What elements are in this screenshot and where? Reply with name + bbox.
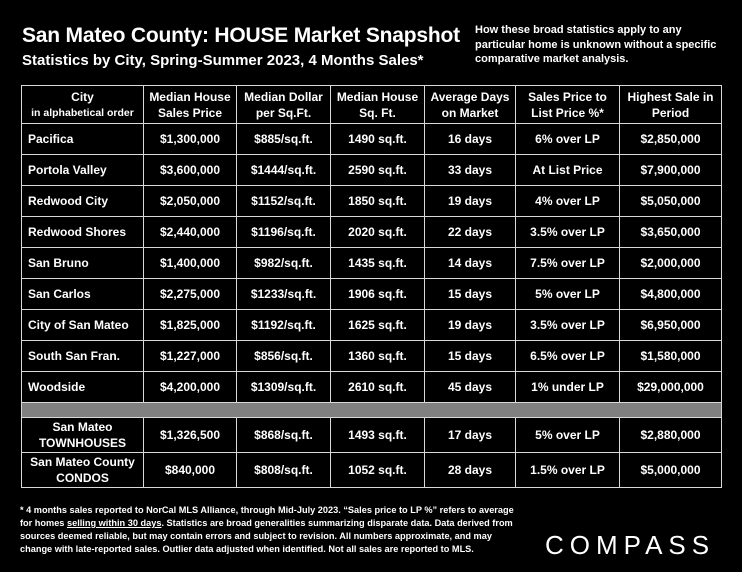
cell-city: Woodside bbox=[22, 372, 144, 403]
cell-city: South San Fran. bbox=[22, 341, 144, 372]
cell-dollar: $856/sq.ft. bbox=[237, 341, 331, 372]
cell-price: $1,227,000 bbox=[144, 341, 237, 372]
table-row bbox=[22, 341, 722, 372]
cell-ratio: 1.5% over LP bbox=[516, 453, 620, 488]
cell-days: 16 days bbox=[425, 124, 516, 155]
cell-city: San Carlos bbox=[22, 279, 144, 310]
cell-ratio: 6.5% over LP bbox=[516, 341, 620, 372]
cell-days: 45 days bbox=[425, 372, 516, 403]
header-sqft-l1: Median House bbox=[336, 89, 419, 104]
header-high-l1: Highest Sale in bbox=[627, 89, 714, 104]
table-row bbox=[22, 248, 722, 279]
cell-price: $2,050,000 bbox=[144, 186, 237, 217]
separator-row bbox=[22, 403, 722, 418]
cell-days: 15 days bbox=[425, 279, 516, 310]
cell-price: $3,600,000 bbox=[144, 155, 237, 186]
table-row bbox=[22, 279, 722, 310]
cell-ratio: 1% under LP bbox=[516, 372, 620, 403]
cell-price: $1,825,000 bbox=[144, 310, 237, 341]
cell-dollar: $885/sq.ft. bbox=[237, 124, 331, 155]
cell-dollar: $1444/sq.ft. bbox=[237, 155, 331, 186]
cell-sqft: 1850 sq.ft. bbox=[331, 186, 425, 217]
cell-city bbox=[22, 453, 144, 488]
separator-cell bbox=[22, 403, 722, 418]
cell-city: City of San Mateo bbox=[22, 310, 144, 341]
cell-price: $4,200,000 bbox=[144, 372, 237, 403]
cell-ratio: 5% over LP bbox=[516, 279, 620, 310]
cell-high: $2,850,000 bbox=[620, 124, 722, 155]
header-days bbox=[425, 86, 516, 124]
header-ratio-l2: List Price %* bbox=[531, 105, 604, 120]
header-city-sub: in alphabetical order bbox=[31, 106, 134, 119]
header-price bbox=[144, 86, 237, 124]
header-sqft bbox=[331, 86, 425, 124]
cell-city bbox=[22, 418, 144, 453]
cell-ratio: 7.5% over LP bbox=[516, 248, 620, 279]
cell-price: $840,000 bbox=[144, 453, 237, 488]
cell-days: 17 days bbox=[425, 418, 516, 453]
page-title: San Mateo County: HOUSE Market Snapshot bbox=[22, 24, 460, 47]
cell-days: 14 days bbox=[425, 248, 516, 279]
table-row-extra bbox=[22, 453, 722, 488]
cell-high: $3,650,000 bbox=[620, 217, 722, 248]
header-price-l2: Sales Price bbox=[157, 105, 223, 120]
market-table bbox=[21, 85, 722, 488]
cell-city: Portola Valley bbox=[22, 155, 144, 186]
table-row bbox=[22, 217, 722, 248]
header-price-l1: Median House bbox=[149, 89, 231, 104]
cell-high: $2,880,000 bbox=[620, 418, 722, 453]
cell-dollar: $808/sq.ft. bbox=[237, 453, 331, 488]
header-ratio-l1: Sales Price to bbox=[528, 89, 607, 104]
compass-logo: COMPASS bbox=[545, 530, 716, 560]
cell-days: 19 days bbox=[425, 186, 516, 217]
table-row bbox=[22, 186, 722, 217]
cell-dollar: $1309/sq.ft. bbox=[237, 372, 331, 403]
cell-city: Pacifica bbox=[22, 124, 144, 155]
cell-sqft: 1490 sq.ft. bbox=[331, 124, 425, 155]
cell-sqft: 1360 sq.ft. bbox=[331, 341, 425, 372]
cell-city-line: San Mateo bbox=[52, 420, 113, 434]
cell-city: Redwood Shores bbox=[22, 217, 144, 248]
cell-days: 19 days bbox=[425, 310, 516, 341]
header-city bbox=[22, 86, 144, 124]
header-city-label: City bbox=[71, 89, 94, 104]
cell-sqft: 1493 sq.ft. bbox=[331, 418, 425, 453]
header-row bbox=[22, 86, 722, 124]
table-row bbox=[22, 372, 722, 403]
cell-high: $29,000,000 bbox=[620, 372, 722, 403]
table-row-extra bbox=[22, 418, 722, 453]
cell-price: $1,326,500 bbox=[144, 418, 237, 453]
cell-price: $2,440,000 bbox=[144, 217, 237, 248]
header-dollar-l2: per Sq.Ft. bbox=[255, 105, 312, 120]
footnote-post: . Statistics are broad generalities summarizing disparate data. Data derived from sources deemed reliable, but may contain errors and subject to revision. All numbers approximate, and may change with late-reported sales. Outlier data adjusted when identified. Not all sales are reported to MLS. bbox=[20, 518, 513, 554]
cell-price: $1,300,000 bbox=[144, 124, 237, 155]
cell-days: 28 days bbox=[425, 453, 516, 488]
cell-dollar: $1192/sq.ft. bbox=[237, 310, 331, 341]
table-row bbox=[22, 124, 722, 155]
cell-high: $6,950,000 bbox=[620, 310, 722, 341]
header-dollar-l1: Median Dollar bbox=[244, 89, 323, 104]
disclaimer-note: How these broad statistics apply to any particular home is unknown without a specific comparative market analysis. bbox=[475, 24, 717, 65]
cell-sqft: 2590 sq.ft. bbox=[331, 155, 425, 186]
cell-dollar: $1196/sq.ft. bbox=[237, 217, 331, 248]
cell-sqft: 1052 sq.ft. bbox=[331, 453, 425, 488]
cell-dollar: $1152/sq.ft. bbox=[237, 186, 331, 217]
cell-high: $7,900,000 bbox=[620, 155, 722, 186]
cell-high: $1,580,000 bbox=[620, 341, 722, 372]
cell-ratio: At List Price bbox=[516, 155, 620, 186]
header-dollar bbox=[237, 86, 331, 124]
cell-high: $5,000,000 bbox=[620, 453, 722, 488]
cell-city: San Bruno bbox=[22, 248, 144, 279]
cell-dollar: $982/sq.ft. bbox=[237, 248, 331, 279]
cell-high: $4,800,000 bbox=[620, 279, 722, 310]
cell-sqft: 2610 sq.ft. bbox=[331, 372, 425, 403]
cell-sqft: 1906 sq.ft. bbox=[331, 279, 425, 310]
footnote-underline: selling within 30 days bbox=[66, 518, 162, 528]
cell-sqft: 2020 sq.ft. bbox=[331, 217, 425, 248]
cell-dollar: $1233/sq.ft. bbox=[237, 279, 331, 310]
header-days-l2: on Market bbox=[441, 105, 499, 120]
cell-dollar: $868/sq.ft. bbox=[237, 418, 331, 453]
cell-price: $1,400,000 bbox=[144, 248, 237, 279]
cell-ratio: 4% over LP bbox=[516, 186, 620, 217]
header-high-l2: Period bbox=[651, 105, 690, 120]
cell-ratio: 5% over LP bbox=[516, 418, 620, 453]
cell-city-line: San Mateo County bbox=[30, 455, 135, 469]
cell-ratio: 6% over LP bbox=[516, 124, 620, 155]
header-sqft-l2: Sq. Ft. bbox=[359, 105, 396, 120]
cell-high: $5,050,000 bbox=[620, 186, 722, 217]
cell-city-line: TOWNHOUSES bbox=[38, 436, 127, 450]
cell-city: Redwood City bbox=[22, 186, 144, 217]
cell-days: 22 days bbox=[425, 217, 516, 248]
cell-sqft: 1625 sq.ft. bbox=[331, 310, 425, 341]
cell-city-line: CONDOS bbox=[56, 471, 109, 485]
cell-ratio: 3.5% over LP bbox=[516, 217, 620, 248]
table-row bbox=[22, 155, 722, 186]
cell-price: $2,275,000 bbox=[144, 279, 237, 310]
footnote bbox=[20, 504, 525, 556]
table-row bbox=[22, 310, 722, 341]
cell-days: 33 days bbox=[425, 155, 516, 186]
cell-ratio: 3.5% over LP bbox=[516, 310, 620, 341]
cell-sqft: 1435 sq.ft. bbox=[331, 248, 425, 279]
header-days-l1: Average Days bbox=[430, 89, 510, 104]
header-high bbox=[620, 86, 722, 124]
footnote-pre: * 4 months sales reported to NorCal MLS Alliance, through Mid-July 2023. “Sales price to LP %” refers to average for homes bbox=[20, 505, 514, 528]
page-subtitle: Statistics by City, Spring-Summer 2023, 4 Months Sales* bbox=[22, 52, 424, 69]
cell-high: $2,000,000 bbox=[620, 248, 722, 279]
header-ratio bbox=[516, 86, 620, 124]
cell-days: 15 days bbox=[425, 341, 516, 372]
